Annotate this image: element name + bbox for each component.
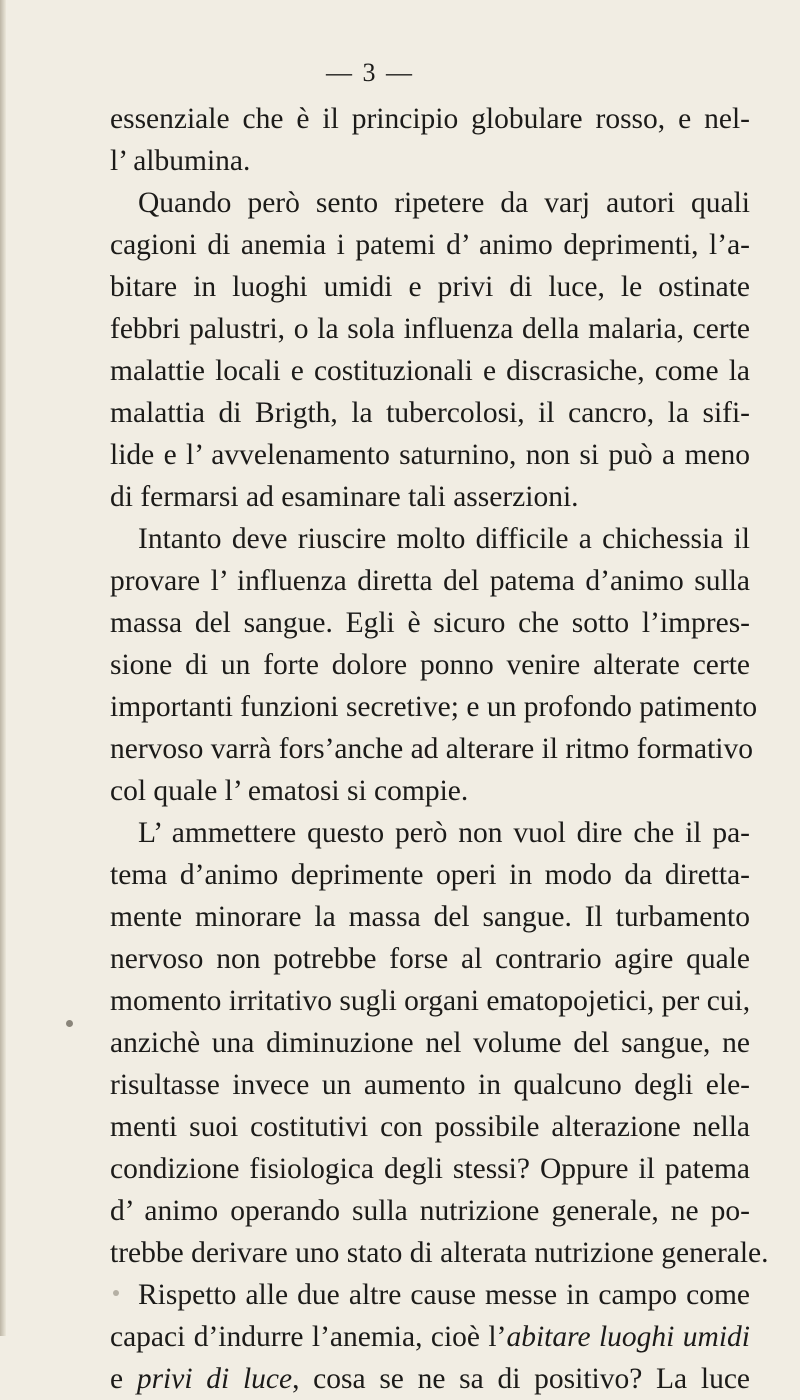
text-line: tema d’animo deprimente operi in modo da diretta-	[110, 859, 750, 891]
text-line: cagioni di anemia i patemi d’ animo deprimenti, l’a-	[110, 229, 750, 261]
text-line: malattie locali e costituzionali e discrasiche, come la	[110, 355, 750, 387]
text-line: condizione fisiologica degli stessi? Oppure il patema	[110, 1153, 750, 1185]
text-line: lide e l’ avvelenamento saturnino, non si può a meno	[110, 439, 750, 471]
text-line: risultasse invece un aumento in qualcuno degli ele-	[110, 1069, 750, 1101]
text-line: nervoso non potrebbe forse al contrario agire quale	[110, 943, 750, 975]
text-line: nervoso varrà fors’anche ad alterare il ritmo formativo	[110, 733, 753, 765]
body-text	[110, 98, 769, 1400]
text-line: anzichè una diminuzione nel volume del sangue, ne	[110, 1027, 750, 1059]
text-line: Quando però sento ripetere da varj autori quali	[138, 187, 750, 219]
text-line: L’ ammettere questo però non vuol dire che il pa-	[138, 817, 750, 849]
text-line: Rispetto alle due altre cause messe in campo come	[138, 1279, 750, 1311]
text-line: d’ animo operando sulla nutrizione generale, ne po-	[110, 1195, 750, 1227]
text-line: febbri palustri, o la sola influenza della malaria, certe	[110, 313, 750, 345]
text-line: capaci d’indurre l’anemia, cioè l’abitare luoghi umidi	[110, 1321, 750, 1353]
text-line: menti suoi costitutivi con possibile alterazione nella	[110, 1111, 750, 1143]
text-line: momento irritativo sugli organi ematopojetici, per cui,	[110, 985, 751, 1017]
page-number: — 3 —	[326, 58, 414, 87]
text-line: essenziale che è il principio globulare rosso, e nel-	[110, 103, 750, 135]
margin-speck	[113, 1290, 119, 1296]
text-line: malattia di Brigth, la tubercolosi, il cancro, la sifi-	[110, 397, 750, 429]
text-line: sione di un forte dolore ponno venire alterate certe	[110, 649, 750, 681]
text-line: e privi di luce, cosa se ne sa di positivo? La luce	[110, 1363, 751, 1395]
text-line: massa del sangue. Egli è sicuro che sotto l’impres-	[110, 607, 750, 639]
text-line: importanti funzioni secretive; e un profondo patimento	[110, 691, 758, 723]
text-line: trebbe derivare uno stato di alterata nutrizione generale.	[110, 1237, 769, 1269]
text-line: bitare in luoghi umidi e privi di luce, le ostinate	[110, 271, 750, 303]
text-line: l’ albumina.	[110, 145, 251, 177]
text-line: Intanto deve riuscire molto difficile a chichessia il	[138, 523, 750, 555]
page-spine-shadow	[0, 0, 6, 1336]
text-line: di fermarsi ad esaminare tali asserzioni.	[110, 481, 579, 513]
margin-mark	[66, 1020, 73, 1027]
text-line: mente minorare la massa del sangue. Il turbamento	[110, 901, 750, 933]
text-line: provare l’ influenza diretta del patema d’animo sulla	[110, 565, 750, 597]
text-line: col quale l’ ematosi si compie.	[110, 775, 469, 807]
